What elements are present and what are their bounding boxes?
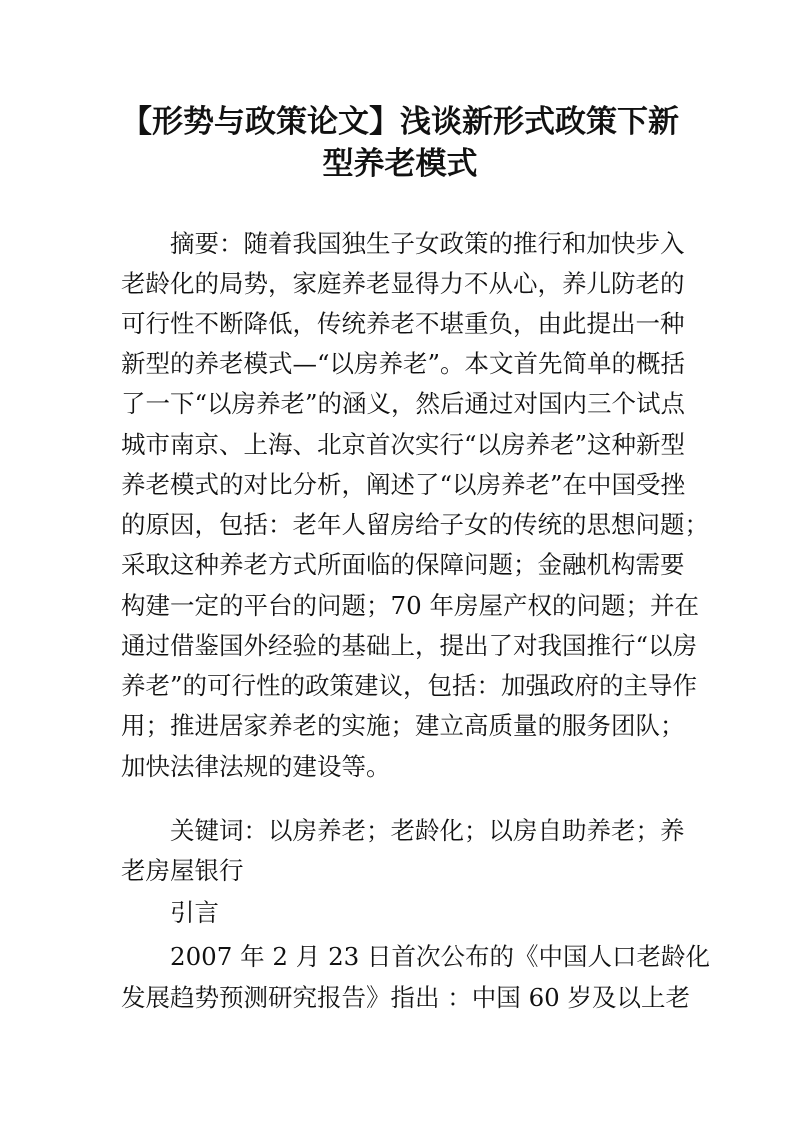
abstract-line: 构建一定的平台的问题；70 年房屋产权的问题；并在 [121, 591, 699, 620]
abstract-line: 采取这种养老方式所面临的保障问题；金融机构需要 [121, 550, 685, 579]
abstract-line: 摘要：随着我国独生子女政策的推行和加快步入 [170, 229, 685, 258]
document-title-line-2: 型养老模式 [322, 146, 478, 182]
abstract-line: 用；推进居家养老的实施；建立高质量的服务团队； [121, 711, 685, 740]
abstract-line: 的原因，包括：老年人留房给子女的传统的思想问题； [121, 510, 709, 539]
abstract-line: 新型的养老模式—“以房养老”。本文首先简单的概括 [121, 349, 686, 378]
abstract-line: 养老模式的对比分析，阐述了“以房养老”在中国受挫 [121, 470, 686, 499]
abstract-line: 了一下“以房养老”的涵义，然后通过对国内三个试点 [121, 389, 686, 418]
intro-line: 2007 年 2 月 23 日首次公布的《中国人口老龄化 [170, 942, 711, 971]
intro-line: 发展趋势预测研究报告》指出 ：中国 60 岁及以上老 [121, 983, 691, 1012]
abstract-line: 城市南京、上海、北京首次实行“以房养老”这种新型 [121, 430, 686, 459]
abstract-line: 通过借鉴国外经验的基础上，提出了对我国推行“以房 [121, 631, 698, 660]
section-heading: 引言 [170, 898, 219, 927]
keywords-line: 关键词：以房养老；老龄化；以房自助养老；养 [170, 816, 685, 845]
abstract-line: 养老”的可行性的政策建议，包括：加强政府的主导作 [121, 671, 698, 700]
abstract-line: 加快法律法规的建设等。 [121, 752, 391, 781]
abstract-line: 可行性不断降低，传统养老不堪重负，由此提出一种 [121, 309, 685, 338]
document-title-line-1: 【形势与政策论文】浅谈新形式政策下新 [121, 104, 679, 140]
keywords-line: 老房屋银行 [121, 856, 244, 885]
abstract-line: 老龄化的局势，家庭养老显得力不从心，养儿防老的 [121, 269, 685, 298]
